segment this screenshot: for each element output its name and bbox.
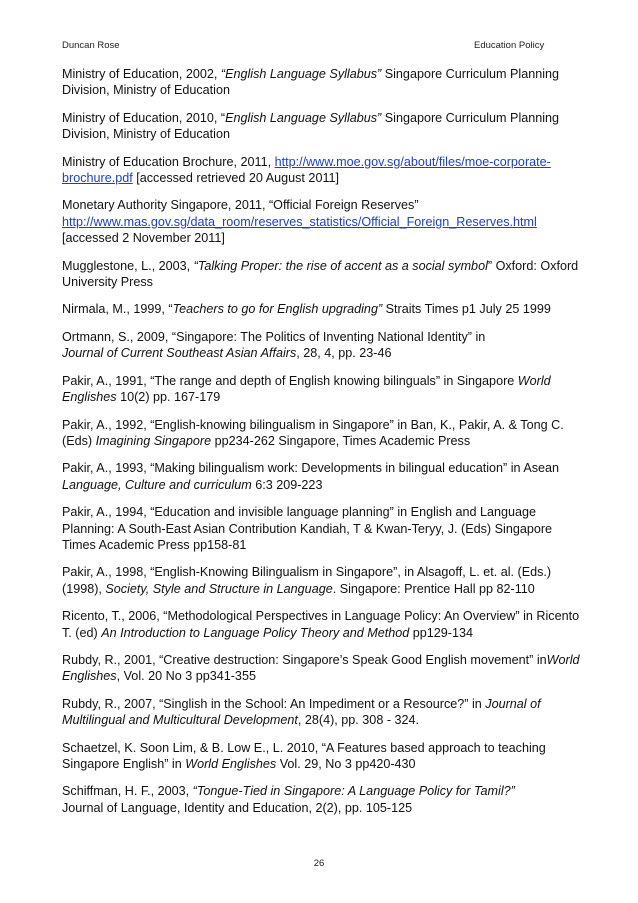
reference-title: Multilingual and Multicultural Development	[62, 713, 298, 728]
reference-link[interactable]: brochure.pdf	[62, 171, 133, 186]
reference-title: Society, Style and Structure in Language	[105, 581, 333, 596]
reference-line	[62, 170, 602, 186]
reference-text: ” Oxford: Oxford	[487, 258, 579, 273]
reference-link[interactable]: http://www.moe.gov.sg/about/files/moe-corporate-	[274, 154, 551, 169]
reference-entry	[62, 301, 602, 317]
reference-line	[62, 126, 602, 142]
reference-text: Schaetzel, K. Soon Lim, & B. Low E., L. 2010, “A Features based approach to teaching	[62, 740, 546, 755]
reference-title: “Talking Proper: the rise of accent as a social symbol	[193, 258, 488, 273]
reference-text: Pakir, A., 1994, “Education and invisible language planning” in English and Language	[62, 505, 537, 520]
reference-text: (Eds)	[62, 433, 96, 448]
reference-line	[62, 625, 602, 641]
reference-entry	[62, 373, 602, 406]
reference-line	[62, 433, 602, 449]
reference-text: Pakir, A., 1992, “English-knowing bilingualism in Singapore” in Ban, K., Pakir, A. & Tong C.	[62, 417, 564, 432]
reference-text: pp129-134	[409, 625, 473, 640]
reference-text: Division, Ministry of Education	[62, 127, 230, 142]
reference-entry	[62, 66, 602, 99]
reference-entry	[62, 608, 602, 641]
reference-line	[62, 564, 602, 580]
reference-text: [accessed 2 November 2011]	[62, 231, 225, 246]
reference-line	[62, 274, 602, 290]
reference-text: Vol. 29, No 3 pp420-430	[276, 757, 416, 771]
reference-line	[62, 214, 602, 230]
reference-line	[62, 608, 602, 624]
reference-text: 10(2) pp. 167-179	[116, 390, 221, 405]
reference-text: Singapore Curriculum Planning	[381, 110, 560, 125]
reference-line	[62, 740, 602, 756]
reference-line	[62, 417, 602, 433]
reference-text: Rubdy, R., 2001, “Creative destruction: Singapore’s Speak Good English movement” in	[62, 652, 547, 667]
reference-entry	[62, 652, 602, 685]
reference-text: University Press	[62, 275, 153, 290]
reference-entry	[62, 110, 602, 143]
reference-entry	[62, 504, 602, 553]
reference-entry	[62, 460, 602, 493]
reference-title: An Introduction to Language Policy Theory and Method	[101, 625, 410, 640]
reference-text: T. (ed)	[62, 625, 102, 640]
reference-line	[62, 460, 602, 476]
reference-line	[62, 504, 602, 520]
reference-entry	[62, 417, 602, 450]
reference-text: [accessed retrieved 20 August 2011]	[132, 171, 340, 186]
reference-text: 6:3 209-223	[251, 477, 323, 492]
reference-text: Singapore English” in	[62, 757, 186, 771]
reference-text: , 28, 4, pp. 23-46	[296, 346, 392, 361]
reference-text: Monetary Authority Singapore, 2011, “Official Foreign Reserves”	[62, 198, 419, 213]
reference-entry	[62, 329, 602, 362]
reference-entry	[62, 740, 602, 773]
reference-line	[62, 197, 602, 213]
reference-line	[62, 66, 602, 82]
reference-title: English Language Syllabus”	[225, 110, 382, 125]
reference-text: Planning: A South-East Asian Contribution Kandiah, T & Kwan-Teryy, J. (Eds) Singapore	[62, 521, 553, 536]
reference-text: Pakir, A., 1998, “English-Knowing Bilingualism in Singapore”, in Alsagoff, L. et. al. (Eds.)	[62, 565, 552, 580]
reference-line	[62, 258, 602, 274]
reference-text: Mugglestone, L., 2003,	[62, 258, 194, 273]
reference-line	[62, 389, 602, 405]
reference-line	[62, 696, 602, 712]
reference-title: Journal of	[485, 696, 541, 711]
reference-text: Rubdy, R., 2007, “Singlish in the School: An Impediment or a Resource?” in	[62, 696, 486, 711]
reference-title: World Englishes	[185, 757, 277, 771]
reference-line	[62, 581, 602, 597]
reference-text: Division, Ministry of Education	[62, 83, 230, 98]
reference-line	[62, 521, 602, 537]
reference-line	[62, 800, 602, 816]
reference-line	[62, 110, 602, 126]
reference-line	[62, 783, 602, 799]
reference-entry	[62, 564, 602, 597]
reference-title: Teachers to go for English upgrading”	[172, 302, 383, 317]
reference-text: Straits Times p1 July 25 1999	[382, 302, 551, 317]
reference-line	[62, 477, 602, 493]
reference-line	[62, 712, 602, 728]
reference-text: , 28(4), pp. 308 - 324.	[297, 713, 420, 728]
reference-line	[62, 373, 602, 389]
reference-text: Ministry of Education, 2010, “	[62, 110, 226, 125]
reference-list	[62, 66, 602, 827]
reference-title: World	[517, 373, 551, 388]
reference-text: Times Academic Press pp158-81	[62, 537, 247, 552]
reference-entry	[62, 696, 602, 729]
reference-title: Englishes	[62, 390, 117, 405]
reference-text: Journal of Language, Identity and Education, 2(2), pp. 105-125	[62, 800, 413, 815]
reference-line	[62, 668, 602, 684]
reference-line	[62, 345, 602, 361]
reference-text: Ministry of Education, 2002,	[62, 67, 221, 81]
reference-text: (1998),	[62, 581, 106, 596]
reference-text: pp234-262 Singapore, Times Academic Press	[211, 433, 471, 448]
reference-title: Language, Culture and curriculum	[62, 477, 252, 492]
reference-text: Ministry of Education Brochure, 2011,	[62, 154, 275, 169]
running-header-title: Education Policy	[474, 40, 545, 51]
reference-link[interactable]: http://www.mas.gov.sg/data_room/reserves_statistics/Official_Foreign_Reserves.html	[62, 214, 537, 229]
reference-title: “English Language Syllabus”	[220, 67, 382, 81]
reference-text: Ortmann, S., 2009, “Singapore: The Politics of Inventing National Identity” in	[62, 329, 486, 344]
reference-title: Englishes	[62, 669, 117, 684]
reference-line	[62, 82, 602, 98]
reference-text: , Vol. 20 No 3 pp341-355	[116, 669, 256, 684]
reference-line	[62, 329, 602, 345]
reference-text: Pakir, A., 1993, “Making bilingualism work: Developments in bilingual education” in Asean	[62, 461, 560, 476]
reference-text: Schiffman, H. F., 2003,	[62, 784, 193, 799]
reference-line	[62, 756, 602, 772]
reference-title: Imagining Singapore	[95, 433, 212, 448]
reference-title: Journal of Current Southeast Asian Affairs	[62, 346, 297, 361]
page-number: 26	[313, 858, 325, 869]
reference-entry	[62, 783, 602, 816]
reference-text: Singapore Curriculum Planning	[381, 67, 560, 81]
reference-line	[62, 301, 602, 317]
reference-line	[62, 652, 602, 668]
reference-line	[62, 537, 602, 553]
reference-text: Ricento, T., 2006, “Methodological Perspectives in Language Policy: An Overview” in Ricento	[62, 609, 580, 624]
reference-title: World	[546, 652, 580, 667]
running-header-author: Duncan Rose	[62, 40, 120, 51]
reference-title: “Tongue-Tied in Singapore: A Language Policy for Tamil?”	[192, 784, 515, 799]
reference-text: Nirmala, M., 1999, “	[62, 302, 173, 317]
reference-entry	[62, 197, 602, 246]
reference-entry	[62, 154, 602, 187]
reference-text: Pakir, A., 1991, “The range and depth of English knowing bilinguals” in Singapore	[62, 373, 518, 388]
reference-text: . Singapore: Prentice Hall pp 82-110	[332, 581, 535, 596]
reference-entry	[62, 258, 602, 291]
reference-line	[62, 230, 602, 246]
reference-line	[62, 154, 602, 170]
